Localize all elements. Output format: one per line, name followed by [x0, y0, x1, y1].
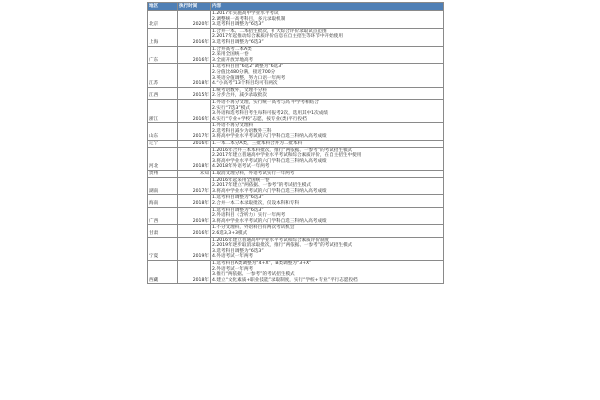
content-line: 1.选考科目A类调整为“4+X”，B类调整为“3+X”	[212, 260, 312, 266]
content-line: 1.合并一本、二本招生批次，扩大综合评价录取试点范围	[212, 28, 327, 34]
cell-content	[211, 237, 444, 260]
cell-content	[211, 11, 444, 29]
cell-year: 2018年	[178, 64, 211, 87]
cell-year: 2018年	[178, 260, 211, 283]
table-row	[148, 123, 444, 141]
table-row	[148, 46, 444, 64]
content-line: 2.合并一本二本录取批次，仅设本科和专科	[212, 201, 300, 206]
cell-region: 西藏	[148, 260, 178, 283]
content-line: 2.分步合并，减少录取批次	[212, 93, 267, 99]
content-line: 2.实行“7选3”模式	[212, 105, 250, 111]
cell-year: 2017年	[178, 177, 211, 195]
policy-table	[147, 2, 444, 284]
content-line: 2.2017年建立“两依据、一参考”的考试招生模式	[212, 183, 311, 189]
header-content: 内容	[211, 3, 444, 11]
content-line: 1.一本二本分A类，三批本科合并为二批本科	[212, 141, 303, 147]
cell-year: 2016年	[178, 225, 211, 237]
content-line: 1.不分文理科，外语科目有两次考试机会	[212, 225, 295, 231]
header-row	[148, 3, 444, 11]
content-line: 3.将高中学业水平考试的六门学科自选三科纳入高考成绩	[212, 188, 327, 194]
content-line: 1.统考语数外，文理不分科	[212, 87, 267, 93]
content-line: 3.选考科目调整为“6选3”	[212, 39, 264, 45]
cell-region: 浙江	[148, 99, 178, 122]
table-row	[148, 237, 444, 260]
cell-region: 广西	[148, 207, 178, 225]
table-row	[148, 171, 444, 178]
table-row	[148, 177, 444, 195]
cell-region: 甘肃	[148, 225, 178, 237]
table-row	[148, 141, 444, 148]
cell-year: 2016年	[178, 28, 211, 46]
cell-region: 宁夏	[148, 237, 178, 260]
content-line: 1.选考科目调整为“6选3”	[212, 207, 264, 213]
table-row	[148, 87, 444, 99]
cell-content	[211, 64, 444, 87]
cell-region: 辽宁	[148, 141, 178, 148]
content-line: 1.2017年实施高中学业水平考试	[212, 11, 279, 16]
content-line: 2.2017年建立普通高中学业水平考试和综合素质评价，在自主招生中使用	[212, 153, 362, 159]
content-line: 2.调整统一高考科目，多元录取机制	[212, 16, 286, 22]
cell-content	[211, 87, 444, 99]
table-row	[148, 207, 444, 225]
cell-year: 2018年	[178, 147, 211, 170]
table-row	[148, 28, 444, 46]
content-line: 2.外语科目（含听力）实行一年两考	[212, 213, 286, 219]
content-line: 4.“小高考”13个科目均可有两次	[212, 81, 278, 87]
content-line: 1.2016年建立普通高中学业水平考试和综合素质评价制度	[212, 237, 330, 243]
content-line: 3.推行“两依据、一参考”的考试招生模式	[212, 272, 295, 278]
content-line: 3.英语分值调整，努力口语一年两考	[212, 75, 286, 81]
table-row	[148, 99, 444, 122]
content-line: 4.建立“文化素质+职业技能”录取制度，实行“学校+专业”平行志愿投档	[212, 277, 358, 283]
cell-region: 山东	[148, 123, 178, 141]
cell-content	[211, 177, 444, 195]
content-line: 1.取消文理分科，外语考试实行一年两考	[212, 171, 295, 177]
content-line: 1.选考科目由“6选2”调整为“6选3”	[212, 64, 284, 70]
cell-content	[211, 207, 444, 225]
cell-year: 未知	[178, 171, 211, 178]
header-year: 执行时间	[178, 3, 211, 11]
cell-year: 2018年	[178, 195, 211, 207]
policy-spreadsheet	[147, 2, 444, 284]
cell-content	[211, 46, 444, 64]
content-line: 3.全面开放异地高考	[212, 57, 254, 63]
cell-region: 河北	[148, 147, 178, 170]
cell-year: 2019年	[178, 237, 211, 260]
content-line: 3.外语和选考科目考生每科可报考2次，选用其中1次成绩	[212, 111, 328, 117]
content-line: 4.2018年外语考试一年两考	[212, 164, 270, 170]
cell-content	[211, 195, 444, 207]
table-row	[148, 11, 444, 29]
cell-year: 2019年	[178, 207, 211, 225]
cell-region: 江西	[148, 87, 178, 99]
content-line: 1.2016年起采用全国统一卷	[212, 177, 270, 183]
content-line: 2.外语考试一年两考	[212, 266, 254, 272]
table-row	[148, 64, 444, 87]
content-line: 1.合并高考二本A类	[212, 46, 252, 52]
table-row	[148, 195, 444, 207]
table-body	[148, 11, 444, 284]
table-row	[148, 147, 444, 170]
content-line: 2.6选3,3+3模式	[212, 230, 248, 236]
cell-region: 广东	[148, 46, 178, 64]
content-line: 1.外语不再分文理科	[212, 123, 254, 129]
content-line: 1.选考科目调整为“6选3”	[212, 195, 264, 201]
cell-region: 北京	[148, 11, 178, 29]
cell-content	[211, 147, 444, 170]
cell-year: 2015年	[178, 87, 211, 99]
content-line: 3.将高中学业水平考试的六门学科自选三科纳入高考成绩	[212, 218, 327, 224]
content-line: 3.选考科目调整为“6选3”	[212, 248, 264, 254]
content-line: 1.外语不再分文理，实行统一高考与高 中学考相结合	[212, 99, 319, 105]
content-line: 1.2016年合并三本本科批次，推行“两依据、一参考”的考试招生模式	[212, 147, 353, 153]
content-line: 2.2019年逐步取消录取批次，推行“两依据、一参考”的考试招生模式	[212, 243, 353, 249]
cell-content	[211, 171, 444, 178]
content-line: 4.实行“专业+学校”志愿，按专业(类)平行投档	[212, 116, 307, 122]
content-line: 3.将高中学业水平考试的六门学科自选三科纳入高考成绩	[212, 158, 327, 164]
cell-content	[211, 28, 444, 46]
content-line: 2.选考科目减少为语数外三科	[212, 128, 272, 134]
cell-content	[211, 123, 444, 141]
cell-year: 2016年	[178, 46, 211, 64]
content-line: 2.采用全国统一卷	[212, 52, 249, 58]
cell-year: 2016年	[178, 141, 211, 148]
content-line: 3.将高中学业水平考试的六门学科自选三科纳入高考成绩	[212, 134, 327, 140]
cell-year: 2016年	[178, 99, 211, 122]
cell-region: 江苏	[148, 64, 178, 87]
table-row	[148, 225, 444, 237]
cell-region: 海南	[148, 195, 178, 207]
content-line: 2.2017年起推动综合素质评价信息在自主招生等环节中开始使用	[212, 34, 343, 40]
content-line: 4.外语考试一年两考	[212, 254, 254, 260]
cell-content	[211, 99, 444, 122]
cell-region: 上海	[148, 28, 178, 46]
cell-content	[211, 225, 444, 237]
cell-region: 贵州	[148, 171, 178, 178]
content-line: 2.分值比480分满，接近700分	[212, 69, 276, 75]
cell-year: 2017年	[178, 123, 211, 141]
content-line: 3.选考科目调整为“6选3”	[212, 22, 264, 28]
table-row	[148, 260, 444, 283]
cell-content	[211, 141, 444, 148]
cell-region: 湖南	[148, 177, 178, 195]
cell-year: 2020年	[178, 11, 211, 29]
cell-content	[211, 260, 444, 283]
header-region: 地区	[148, 3, 178, 11]
